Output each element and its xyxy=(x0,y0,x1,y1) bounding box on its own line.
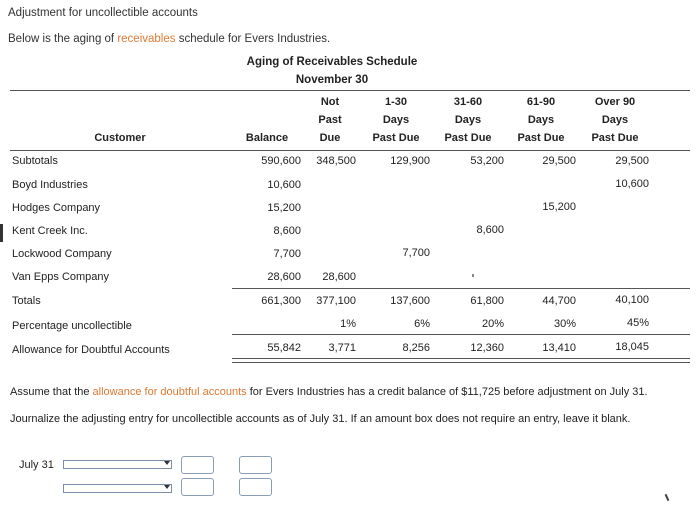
cell-totals-31-60: 61,800 xyxy=(470,295,504,307)
cell-totals-over90: 40,100 xyxy=(615,294,649,306)
left-edge-marker xyxy=(0,224,3,242)
row-label-hodges: Hodges Company xyxy=(12,202,101,214)
header-61-90-line1: 61-90 xyxy=(526,96,556,108)
debit-amount-credit-box[interactable] xyxy=(239,456,272,474)
journal-date: July 31 xyxy=(19,459,54,471)
cell-totals-1-30: 137,600 xyxy=(390,295,430,307)
header-over-90-line2: Days xyxy=(601,114,629,126)
cell-allowance-31-60: 12,360 xyxy=(470,342,504,354)
cell-subtotals-over90: 29,500 xyxy=(615,155,649,167)
header-61-90-line2: Days xyxy=(527,114,555,126)
header-not-past-due-line3: Due xyxy=(319,132,341,144)
header-top-rule xyxy=(10,90,690,91)
header-over-90 xyxy=(582,93,648,147)
header-balance: Balance xyxy=(245,132,289,144)
credit-amount-credit-box[interactable] xyxy=(239,478,272,496)
cell-boyd-balance: 10,600 xyxy=(267,179,301,191)
cell-totals-61-90: 44,700 xyxy=(542,295,576,307)
cell-totals-notpast: 377,100 xyxy=(316,295,356,307)
allowance-link[interactable]: allowance for doubtful accounts xyxy=(92,386,247,398)
page-title: Adjustment for uncollectible accounts xyxy=(8,7,198,19)
row-label-totals: Totals xyxy=(12,295,41,307)
row-label-subtotals: Subtotals xyxy=(12,155,58,167)
intro-after: schedule for Evers Industries. xyxy=(175,33,331,45)
credit-account-select[interactable] xyxy=(63,484,172,493)
cell-lockwood-1-30: 7,700 xyxy=(402,247,430,259)
header-customer: Customer xyxy=(94,132,146,144)
header-not-past-due-line1: Not xyxy=(320,96,340,108)
cell-allowance-notpast: 3,771 xyxy=(328,342,356,354)
cell-allowance-61-90: 13,410 xyxy=(542,342,576,354)
cell-hodges-balance: 15,200 xyxy=(267,202,301,214)
header-not-past-due-line2: Past xyxy=(318,114,342,126)
header-61-90 xyxy=(509,93,573,147)
row-label-van-epps: Van Epps Company xyxy=(12,271,110,283)
allowance-double-rule xyxy=(232,358,690,363)
debit-amount-debit-box[interactable] xyxy=(181,456,214,474)
schedule-date: November 30 xyxy=(295,74,369,86)
cell-subtotals-balance: 590,600 xyxy=(261,155,301,167)
row-label-boyd: Boyd Industries xyxy=(12,179,88,191)
instruction-text: Journalize the adjusting entry for uncollectible accounts as of July 31. If an amount box does not require an entry, leave it blank. xyxy=(10,413,631,425)
row-label-kent-creek: Kent Creek Inc. xyxy=(12,225,88,237)
intro-text xyxy=(8,33,330,45)
cell-subtotals-61-90: 29,500 xyxy=(542,155,576,167)
cell-van-epps-balance: 28,600 xyxy=(267,271,301,283)
cell-van-epps-notpast: 28,600 xyxy=(322,271,356,283)
header-31-60-line3: Past Due xyxy=(444,132,492,144)
assume-before: Assume that the xyxy=(10,386,93,398)
header-1-30-line3: Past Due xyxy=(372,132,420,144)
assumption-text xyxy=(10,386,648,398)
header-over-90-line1: Over 90 xyxy=(594,96,636,108)
cell-percentage-31-60: 20% xyxy=(481,318,504,330)
cell-kent-creek-31-60: 8,600 xyxy=(476,224,504,236)
row-label-lockwood: Lockwood Company xyxy=(12,248,112,260)
cell-subtotals-31-60: 53,200 xyxy=(470,155,504,167)
cell-subtotals-notpast: 348,500 xyxy=(316,155,356,167)
cell-percentage-1-30: 6% xyxy=(414,318,430,330)
cell-allowance-balance: 55,842 xyxy=(267,342,301,354)
cell-lockwood-balance: 7,700 xyxy=(273,248,301,260)
cell-allowance-over90: 18,045 xyxy=(615,341,649,353)
assume-after: for Evers Industries has a credit balance of $11,725 before adjustment on July 31. xyxy=(246,386,648,398)
header-not-past-due xyxy=(300,93,360,147)
cell-allowance-1-30: 8,256 xyxy=(402,342,430,354)
cell-percentage-over90: 45% xyxy=(626,317,649,329)
debit-dropdown-arrow-icon xyxy=(164,461,170,465)
header-1-30-line2: Days xyxy=(382,114,410,126)
header-over-90-line3: Past Due xyxy=(591,132,639,144)
row-label-allowance: Allowance for Doubtful Accounts xyxy=(12,344,170,356)
header-31-60-line2: Days xyxy=(454,114,482,126)
cell-subtotals-1-30: 129,900 xyxy=(390,155,430,167)
stray-tick-mark xyxy=(665,494,670,501)
cell-percentage-notpast: 1% xyxy=(340,318,356,330)
header-61-90-line3: Past Due xyxy=(517,132,565,144)
header-1-30 xyxy=(364,93,428,147)
header-bottom-rule xyxy=(10,150,690,151)
cell-boyd-over90: 10,600 xyxy=(615,178,649,190)
allowance-top-rule xyxy=(232,334,690,335)
totals-top-rule xyxy=(232,288,690,289)
header-31-60 xyxy=(436,93,500,147)
stray-mark xyxy=(472,274,474,277)
row-label-percentage: Percentage uncollectible xyxy=(12,320,132,332)
schedule-title: Aging of Receivables Schedule xyxy=(246,56,418,68)
cell-kent-creek-balance: 8,600 xyxy=(273,225,301,237)
receivables-link[interactable]: receivables xyxy=(117,33,176,45)
cell-totals-balance: 661,300 xyxy=(261,295,301,307)
cell-percentage-61-90: 30% xyxy=(553,318,576,330)
intro-before: Below is the aging of xyxy=(8,33,118,45)
header-31-60-line1: 31-60 xyxy=(453,96,483,108)
credit-dropdown-arrow-icon xyxy=(164,485,170,489)
credit-amount-debit-box[interactable] xyxy=(181,478,214,496)
cell-hodges-61-90: 15,200 xyxy=(542,201,576,213)
header-1-30-line1: 1-30 xyxy=(384,96,408,108)
debit-account-select[interactable] xyxy=(63,460,172,469)
